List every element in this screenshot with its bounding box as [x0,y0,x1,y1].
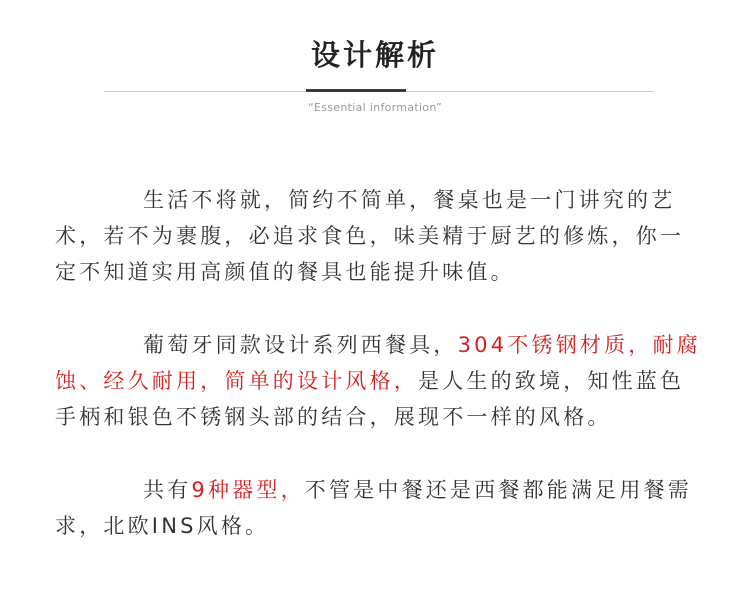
section-title: 设计解析 [310,38,439,72]
title-accent-bar [306,89,406,92]
paragraph-intro [55,182,705,290]
paragraph-types-lead: 共有 [143,478,192,502]
paragraph-types-highlight: 9种器型， [191,478,305,502]
paragraph-types [55,472,705,544]
description-body [55,182,705,581]
paragraph-material [55,327,705,435]
section-header [0,0,750,120]
paragraph-material-lead: 葡萄牙同款设计系列西餐具， [143,333,458,357]
paragraph-material-highlight: 304不锈钢材质，耐腐蚀、经久耐用，简单的设计风格， [55,333,701,393]
section-subtitle: “Essential information” [308,101,442,114]
paragraph-types-tail: 不管是中餐还是西餐都能满足用餐需求，北欧INS风格。 [55,478,692,538]
paragraph-material-tail: 是人生的致境，知性蓝色手柄和银色不锈钢头部的结合，展现不一样的风格。 [55,369,685,429]
paragraph-intro-text: 生活不将就，简约不简单，餐桌也是一门讲究的艺术，若不为裹腹，必追求食色，味美精于厨艺的修炼，你一定不知道实用高颜值的餐具也能提升味值。 [55,188,685,284]
